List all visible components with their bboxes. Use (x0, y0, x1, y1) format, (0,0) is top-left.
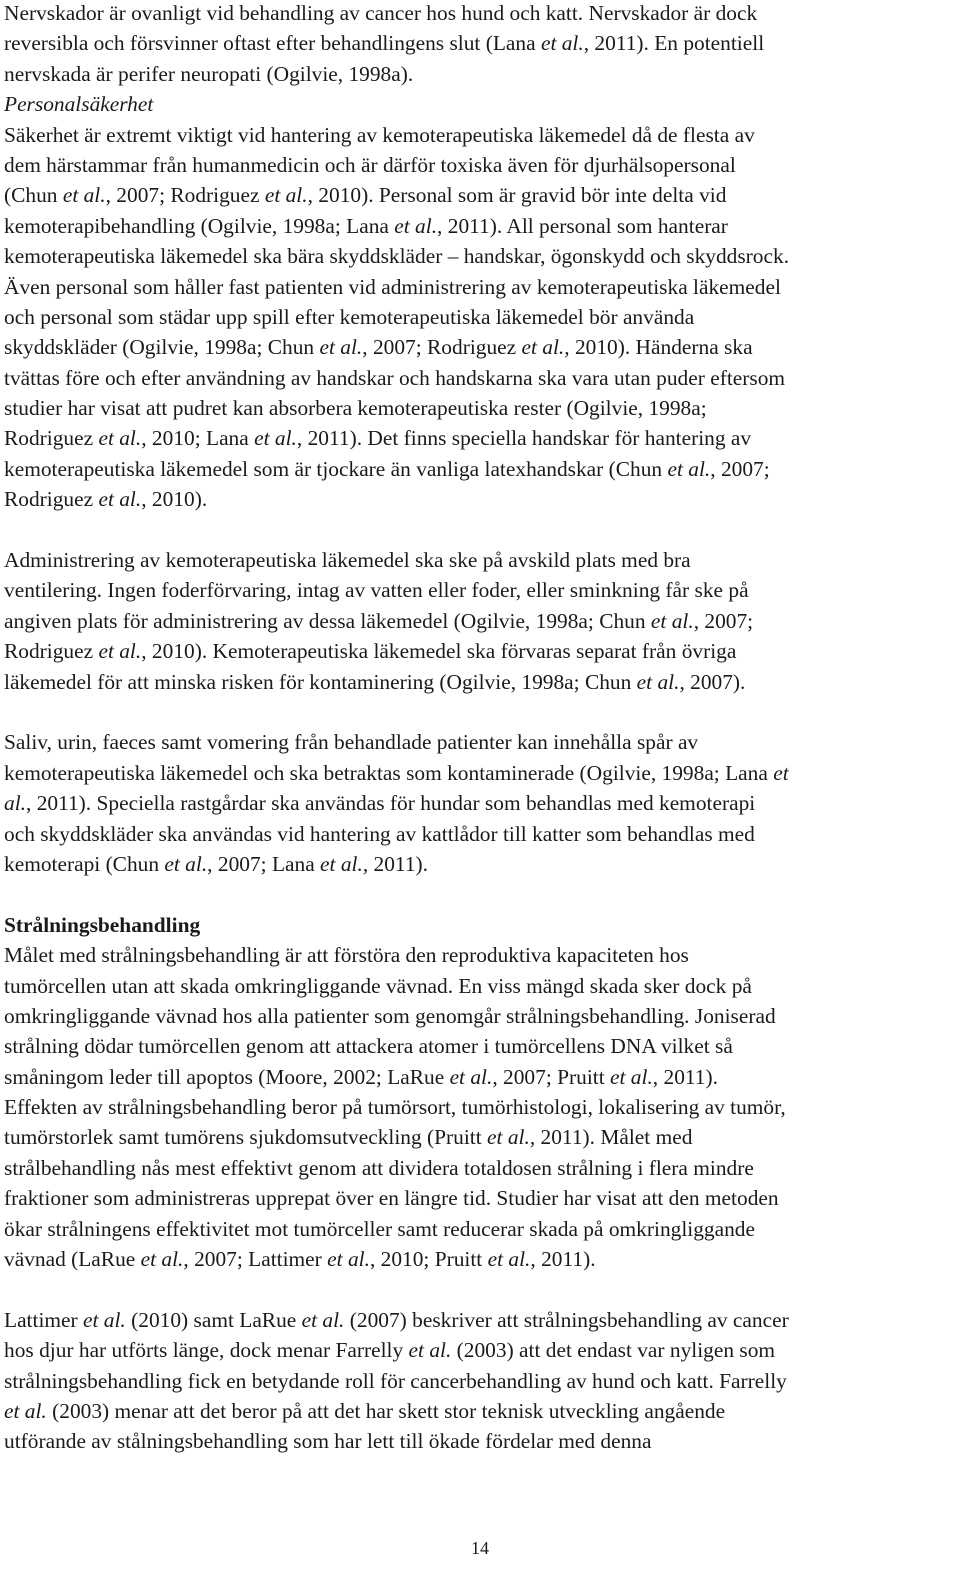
text-line: ventilering. Ingen foderförvaring, intag av vatten eller foder, eller sminkning får ske på (4, 578, 749, 603)
italic-text: et al. (319, 335, 363, 360)
text-line: strålbehandling nås mest effektivt genom att dividera totaldosen strålning i flera mindre (4, 1155, 754, 1180)
text-line: angiven plats för administrering av dessa läkemedel (Ogilvie, 1998a; Chun et al., 2007; (4, 608, 754, 633)
text-line: omkringliggande vävnad hos alla patienter som genomgår strålningsbehandling. Joniserad (4, 1003, 776, 1028)
text-line: tumörstorlek samt tumörens sjukdomsutveckling (Pruitt et al., 2011). Målet med (4, 1125, 693, 1150)
italic-text: et al. (320, 851, 363, 876)
page-number: 14 (471, 1538, 489, 1558)
text-line: kemoterapeutiska läkemedel som är tjockare än vanliga latexhandskar (Chun et al., 2007; (4, 456, 770, 481)
italic-text: et al. (521, 335, 565, 360)
text-line: Effekten av strålningsbehandling beror på tumörsort, tumörhistologi, lokalisering av tumör, (4, 1095, 786, 1120)
text-line: kemoterapi (Chun et al., 2007; Lana et al., 2011). (4, 851, 428, 876)
paragraph-stralningsbehandling (4, 940, 952, 1274)
italic-text: et al. (540, 31, 584, 56)
italic-text: et al. (140, 1247, 184, 1272)
text-line: Saliv, urin, faeces samt vomering från behandlade patienter kan innehålla spår av (4, 730, 699, 755)
text-line: nervskada är perifer neuropati (Ogilvie, 1998a). (4, 61, 414, 86)
text-line: läkemedel för att minska risken för kontaminering (Ogilvie, 1998a; Chun et al., 2007). (4, 669, 746, 694)
italic-text: et al. (449, 1064, 493, 1089)
text-line: tumörcellen utan att skada omkringliggande vävnad. En viss mängd skada sker dock på (4, 973, 752, 998)
italic-text: et al. (408, 1338, 452, 1363)
italic-text: et al. (83, 1307, 126, 1332)
text-line: strålningsbehandling fick en betydande roll för cancerbehandling av hund och katt. Farrelly (4, 1368, 787, 1393)
text-line: fraktioner som administreras upprepat över en längre tid. Studier har visat att den metoden (4, 1186, 779, 1211)
italic-text: et al. (254, 426, 297, 451)
heading-personalsakerhet: Personalsäkerhet (4, 92, 154, 117)
italic-text: et al. (650, 608, 694, 633)
paragraph-personalsakerhet (4, 120, 952, 515)
italic-text: et al. (667, 456, 711, 481)
paragraph-lattimer (4, 1305, 952, 1457)
paragraph-gap (4, 515, 952, 545)
italic-text: et al. (98, 639, 142, 664)
paragraph-intro (4, 0, 952, 89)
paragraph-gap (4, 879, 952, 909)
text-line: studier har visat att pudret kan absorbera kemoterapeutiska rester (Ogilvie, 1998a; (4, 396, 707, 421)
text-line: vävnad (LaRue et al., 2007; Lattimer et al., 2010; Pruitt et al., 2011). (4, 1247, 596, 1272)
italic-text: et al. (394, 213, 438, 238)
text-line: al., 2011). Speciella rastgårdar ska användas för hundar som behandlas med kemoterapi (4, 791, 756, 816)
text-line: Rodriguez et al., 2010). (4, 487, 208, 512)
italic-text: et al. (4, 1398, 47, 1423)
paragraph-administrering (4, 545, 952, 697)
italic-text: et al. (636, 669, 680, 694)
text-line: Målet med strålningsbehandling är att förstöra den reproduktiva kapaciteten hos (4, 943, 689, 968)
italic-text: et (773, 760, 789, 785)
text-line: ökar strålningens effektivitet mot tumörceller samt reducerar skada på omkringliggande (4, 1216, 755, 1241)
paragraph-gap (4, 697, 952, 727)
italic-text: et al. (164, 851, 208, 876)
text-line: Rodriguez et al., 2010; Lana et al., 2011). Det finns speciella handskar för hantering av (4, 426, 752, 451)
text-line: kemoterapibehandling (Ogilvie, 1998a; Lana et al., 2011). All personal som hanterar (4, 213, 728, 238)
text-line: utförande av stålningsbehandling som har lett till ökade fördelar med denna (4, 1429, 652, 1454)
italic-text: et al. (301, 1307, 345, 1332)
paragraph-gap (4, 1274, 952, 1304)
text-line: Lattimer et al. (2010) samt LaRue et al. (2007) beskriver att strålningsbehandling av cancer (4, 1307, 789, 1332)
paragraph-saliv (4, 727, 952, 879)
text-line: et al. (2003) menar att det beror på att det har skett stor teknisk utveckling angående (4, 1398, 726, 1423)
text-line: och personal som städar upp spill efter kemoterapeutiska läkemedel bör använda (4, 304, 695, 329)
italic-text: et al. (264, 183, 308, 208)
text-line: hos djur har utförts länge, dock menar Farrelly et al. (2003) att det endast var nyligen som (4, 1338, 776, 1363)
text-line: och skyddskläder ska användas vid hantering av kattlådor till katter som behandlas med (4, 821, 755, 846)
text-line: kemoterapeutiska läkemedel och ska betraktas som kontaminerade (Ogilvie, 1998a; Lana et (4, 760, 789, 785)
text-line: Även personal som håller fast patienten vid administrering av kemoterapeutiska läkemedel (4, 274, 781, 299)
text-line: (Chun et al., 2007; Rodriguez et al., 2010). Personal som är gravid bör inte delta vid (4, 183, 727, 208)
italic-text: et al. (487, 1125, 530, 1150)
italic-text: et al. (487, 1247, 531, 1272)
text-line: kemoterapeutiska läkemedel ska bära skyddskläder – handskar, ögonskydd och skyddsrock. (4, 244, 790, 269)
text-line: Rodriguez et al., 2010). Kemoterapeutiska läkemedel ska förvaras separat från övriga (4, 639, 737, 664)
italic-text: et al. (98, 426, 142, 451)
text-line: Nervskador är ovanligt vid behandling av cancer hos hund och katt. Nervskador är dock (4, 1, 758, 25)
text-line: dem härstammar från humanmedicin och är därför toxiska även för djurhälsopersonal (4, 152, 736, 177)
italic-text: al. (4, 791, 26, 816)
italic-text: et al. (62, 183, 106, 208)
heading-stralningsbehandling: Strålningsbehandling (4, 912, 201, 937)
text-line: skyddskläder (Ogilvie, 1998a; Chun et al., 2007; Rodriguez et al., 2010). Händerna ska (4, 335, 753, 360)
text-line: Säkerhet är extremt viktigt vid hantering av kemoterapeutiska läkemedel då de flesta av (4, 122, 755, 147)
text-line: Administrering av kemoterapeutiska läkemedel ska ske på avskild plats med bra (4, 548, 691, 573)
text-line: reversibla och försvinner oftast efter behandlingens slut (Lana et al., 2011). En potentiell (4, 31, 765, 56)
italic-text: et al. (327, 1247, 370, 1272)
italic-text: et al. (98, 487, 142, 512)
text-line: strålning dödar tumörcellen genom att attackera atomer i tumörcellens DNA vilket så (4, 1034, 733, 1059)
text-line: småningom leder till apoptos (Moore, 2002; LaRue et al., 2007; Pruitt et al., 2011). (4, 1064, 718, 1089)
text-line: tvättas före och efter användning av handskar och handskarna ska vara utan puder eftersom (4, 365, 786, 390)
document-page (4, 0, 952, 1457)
italic-text: et al. (610, 1064, 653, 1089)
